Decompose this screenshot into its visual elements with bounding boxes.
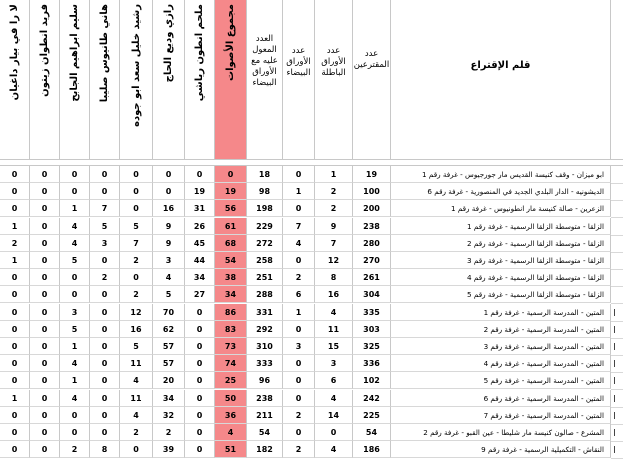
row-marker	[614, 377, 615, 384]
polling-station-cell[interactable]: المتين - المدرسة الرسمية - غرفة رقم 4	[391, 355, 611, 372]
candidate-votes-cell[interactable]: 0	[30, 269, 60, 286]
candidate-votes-cell[interactable]: 11	[120, 355, 153, 372]
candidate-votes-cell[interactable]: 16	[153, 200, 185, 217]
candidate-votes-cell[interactable]: 2	[120, 252, 153, 269]
header-candidate-7[interactable]	[185, 0, 215, 160]
candidate-votes-cell[interactable]: 0	[30, 355, 60, 372]
total-cell[interactable]: 34	[215, 286, 247, 303]
polling-station-cell[interactable]: الزلقا - متوسطة الزلقا الرسمية - غرفة رقم 3	[391, 252, 611, 269]
candidate-votes-cell[interactable]: 8	[90, 441, 120, 458]
header-candidate-2[interactable]	[30, 0, 60, 160]
table-row	[0, 407, 623, 424]
candidate-votes-cell[interactable]: 0	[0, 407, 30, 424]
table-row	[0, 252, 623, 269]
candidate-votes-cell[interactable]: 0	[90, 304, 120, 321]
candidate-votes-cell[interactable]: 0	[30, 321, 60, 338]
row-edge	[611, 355, 623, 373]
row-edge	[611, 338, 623, 356]
candidate-votes-cell[interactable]: 0	[0, 166, 30, 183]
header-counted-with-blank[interactable]	[247, 0, 283, 160]
row-marker	[614, 343, 615, 350]
blank-cell[interactable]: 3	[283, 338, 315, 355]
candidate-votes-cell[interactable]: 0	[0, 183, 30, 200]
candidate-votes-cell[interactable]: 2	[120, 286, 153, 303]
header-blank-ballots[interactable]	[283, 0, 315, 160]
header-label: مجموع الأصوات	[225, 4, 236, 81]
candidate-votes-cell[interactable]: 34	[185, 269, 215, 286]
counted-cell[interactable]: 251	[247, 269, 283, 286]
voters-cell[interactable]: 242	[353, 390, 391, 407]
candidate-votes-cell[interactable]: 7	[120, 235, 153, 252]
counted-cell[interactable]: 238	[247, 390, 283, 407]
counted-cell[interactable]: 310	[247, 338, 283, 355]
candidate-votes-cell[interactable]: 0	[120, 166, 153, 183]
counted-cell[interactable]: 211	[247, 407, 283, 424]
table-row	[0, 321, 623, 338]
voters-cell[interactable]: 335	[353, 304, 391, 321]
candidate-votes-cell[interactable]: 19	[185, 183, 215, 200]
polling-station-cell[interactable]: الديشونيه - الدار البلدي الجديد في المنصورية - غرفة رقم 6	[391, 183, 611, 200]
counted-cell[interactable]: 333	[247, 355, 283, 372]
void-cell[interactable]: 6	[315, 372, 353, 389]
candidate-votes-cell[interactable]: 0	[60, 286, 90, 303]
total-cell[interactable]: 86	[215, 304, 247, 321]
row-edge	[611, 218, 623, 236]
header-label: هاني طانيوس صليبا	[99, 4, 110, 103]
total-cell[interactable]: 73	[215, 338, 247, 355]
candidate-votes-cell[interactable]: 39	[153, 441, 185, 458]
candidate-votes-cell[interactable]: 5	[60, 321, 90, 338]
candidate-votes-cell[interactable]: 12	[120, 304, 153, 321]
blank-cell[interactable]: 0	[283, 200, 315, 217]
candidate-votes-cell[interactable]: 0	[0, 441, 30, 458]
void-cell[interactable]: 16	[315, 286, 353, 303]
candidate-votes-cell[interactable]: 0	[0, 321, 30, 338]
void-cell[interactable]: 8	[315, 269, 353, 286]
candidate-votes-cell[interactable]: 0	[153, 183, 185, 200]
blank-cell[interactable]: 0	[283, 252, 315, 269]
candidate-votes-cell[interactable]: 0	[90, 407, 120, 424]
polling-station-cell[interactable]: المتين - المدرسة الرسمية - غرفة رقم 3	[391, 338, 611, 355]
row-edge	[611, 235, 623, 253]
header-label: رازي وديع الحاج	[163, 4, 174, 83]
blank-cell[interactable]: 0	[283, 355, 315, 372]
candidate-votes-cell[interactable]: 0	[185, 338, 215, 355]
row-marker	[614, 360, 615, 367]
blank-cell[interactable]: 0	[283, 424, 315, 441]
header-label: عدد الأوراق الباطلة	[321, 46, 346, 78]
candidate-votes-cell[interactable]: 0	[0, 269, 30, 286]
total-cell[interactable]: 61	[215, 218, 247, 235]
candidate-votes-cell[interactable]: 0	[185, 321, 215, 338]
polling-station-cell[interactable]: الزلقا - متوسطة الزلقا الرسمية - غرفة رقم 1	[391, 218, 611, 235]
candidate-votes-cell[interactable]: 0	[60, 166, 90, 183]
polling-station-cell[interactable]: المتين - المدرسة الرسمية - غرفة رقم 7	[391, 407, 611, 424]
candidate-votes-cell[interactable]: 0	[0, 372, 30, 389]
candidate-votes-cell[interactable]: 0	[120, 269, 153, 286]
candidate-votes-cell[interactable]: 2	[120, 424, 153, 441]
candidate-votes-cell[interactable]: 44	[185, 252, 215, 269]
candidate-votes-cell[interactable]: 27	[185, 286, 215, 303]
candidate-votes-cell[interactable]: 0	[0, 286, 30, 303]
row-marker	[614, 326, 615, 333]
total-cell[interactable]: 51	[215, 441, 247, 458]
candidate-votes-cell[interactable]: 0	[30, 338, 60, 355]
candidate-votes-cell[interactable]: 0	[30, 166, 60, 183]
candidate-votes-cell[interactable]: 0	[0, 338, 30, 355]
counted-cell[interactable]: 98	[247, 183, 283, 200]
row-edge	[611, 200, 623, 218]
candidate-votes-cell[interactable]: 0	[60, 424, 90, 441]
voters-cell[interactable]: 261	[353, 269, 391, 286]
voters-cell[interactable]: 102	[353, 372, 391, 389]
counted-cell[interactable]: 198	[247, 200, 283, 217]
blank-cell[interactable]: 0	[283, 390, 315, 407]
counted-cell[interactable]: 331	[247, 304, 283, 321]
void-cell[interactable]: 1	[315, 166, 353, 183]
candidate-votes-cell[interactable]: 2	[0, 235, 30, 252]
total-cell[interactable]: 50	[215, 390, 247, 407]
table-row	[0, 390, 623, 407]
total-cell[interactable]: 74	[215, 355, 247, 372]
header-candidate-5[interactable]	[120, 0, 153, 160]
candidate-votes-cell[interactable]: 5	[90, 218, 120, 235]
table-row	[0, 355, 623, 372]
header-label: سليم ابراهيم الجابح	[69, 4, 80, 102]
candidate-votes-cell[interactable]: 2	[153, 424, 185, 441]
void-cell[interactable]: 9	[315, 218, 353, 235]
voters-cell[interactable]: 303	[353, 321, 391, 338]
candidate-votes-cell[interactable]: 3	[60, 304, 90, 321]
counted-cell[interactable]: 288	[247, 286, 283, 303]
candidate-votes-cell[interactable]: 0	[0, 355, 30, 372]
candidate-votes-cell[interactable]: 57	[153, 355, 185, 372]
table-row	[0, 183, 623, 200]
candidate-votes-cell[interactable]: 0	[30, 200, 60, 217]
voters-cell[interactable]: 225	[353, 407, 391, 424]
row-edge	[611, 183, 623, 201]
blank-cell[interactable]: 1	[283, 304, 315, 321]
void-cell[interactable]: 7	[315, 235, 353, 252]
table-row	[0, 235, 623, 252]
row-edge	[611, 407, 623, 425]
candidate-votes-cell[interactable]: 4	[60, 235, 90, 252]
candidate-votes-cell[interactable]: 0	[0, 200, 30, 217]
header-label: رشيد خليل سعد ابو جوده	[130, 4, 142, 127]
candidate-votes-cell[interactable]: 62	[153, 321, 185, 338]
candidate-votes-cell[interactable]: 0	[0, 304, 30, 321]
candidate-votes-cell[interactable]: 0	[185, 304, 215, 321]
voters-cell[interactable]: 325	[353, 338, 391, 355]
candidate-votes-cell[interactable]: 1	[60, 200, 90, 217]
voters-cell[interactable]: 270	[353, 252, 391, 269]
candidate-votes-cell[interactable]: 31	[185, 200, 215, 217]
table-row	[0, 286, 623, 303]
row-marker	[614, 309, 615, 316]
header-label: ملحم انطون رياشي	[194, 4, 205, 102]
candidate-votes-cell[interactable]: 4	[60, 218, 90, 235]
candidate-votes-cell[interactable]: 0	[185, 372, 215, 389]
candidate-votes-cell[interactable]: 11	[120, 390, 153, 407]
polling-station-cell[interactable]: الزلقا - متوسطة الزلقا الرسمية - غرفة رقم 5	[391, 286, 611, 303]
void-cell[interactable]: 4	[315, 390, 353, 407]
void-cell[interactable]: 11	[315, 321, 353, 338]
blank-cell[interactable]: 2	[283, 441, 315, 458]
candidate-votes-cell[interactable]: 70	[153, 304, 185, 321]
candidate-votes-cell[interactable]: 2	[90, 269, 120, 286]
total-cell[interactable]: 56	[215, 200, 247, 217]
header-candidate-3[interactable]	[60, 0, 90, 160]
row-edge	[611, 424, 623, 442]
counted-cell[interactable]: 96	[247, 372, 283, 389]
candidate-votes-cell[interactable]: 0	[30, 183, 60, 200]
candidate-votes-cell[interactable]: 0	[90, 424, 120, 441]
candidate-votes-cell[interactable]: 4	[153, 269, 185, 286]
header-candidate-6[interactable]	[153, 0, 185, 160]
total-cell[interactable]: 25	[215, 372, 247, 389]
row-edge	[611, 304, 623, 322]
candidate-votes-cell[interactable]: 1	[60, 338, 90, 355]
candidate-votes-cell[interactable]: 0	[30, 286, 60, 303]
table-row	[0, 200, 623, 217]
total-cell[interactable]: 54	[215, 252, 247, 269]
candidate-votes-cell[interactable]: 1	[0, 218, 30, 235]
candidate-votes-cell[interactable]: 0	[60, 407, 90, 424]
table-row	[0, 441, 623, 458]
candidate-votes-cell[interactable]: 3	[153, 252, 185, 269]
row-edge	[611, 166, 623, 184]
candidate-votes-cell[interactable]: 0	[90, 372, 120, 389]
candidate-votes-cell[interactable]: 4	[60, 355, 90, 372]
candidate-votes-cell[interactable]: 0	[185, 355, 215, 372]
candidate-votes-cell[interactable]: 0	[30, 390, 60, 407]
voters-cell[interactable]: 336	[353, 355, 391, 372]
candidate-votes-cell[interactable]: 0	[120, 200, 153, 217]
candidate-votes-cell[interactable]: 0	[120, 183, 153, 200]
candidate-votes-cell[interactable]: 4	[120, 407, 153, 424]
header-void-ballots[interactable]	[315, 0, 353, 160]
candidate-votes-cell[interactable]: 2	[60, 441, 90, 458]
total-cell[interactable]: 38	[215, 269, 247, 286]
void-cell[interactable]: 0	[315, 424, 353, 441]
header-label: لا را في بيار داغيان	[9, 4, 20, 101]
row-marker	[614, 446, 615, 453]
candidate-votes-cell[interactable]: 0	[90, 183, 120, 200]
candidate-votes-cell[interactable]: 0	[90, 355, 120, 372]
voters-cell[interactable]: 200	[353, 200, 391, 217]
header-candidate-1[interactable]	[0, 0, 30, 160]
header-label: عدد الأوراق البيضاء	[286, 46, 311, 78]
candidate-votes-cell[interactable]: 0	[30, 424, 60, 441]
candidate-votes-cell[interactable]: 32	[153, 407, 185, 424]
counted-cell[interactable]: 292	[247, 321, 283, 338]
candidate-votes-cell[interactable]: 0	[30, 235, 60, 252]
void-cell[interactable]: 2	[315, 200, 353, 217]
polling-station-cell[interactable]: ابو ميزان - وقف كنيسة القديس مار جورجيوس - غرفة رقم 1	[391, 166, 611, 183]
candidate-votes-cell[interactable]: 0	[90, 166, 120, 183]
blank-cell[interactable]: 0	[283, 372, 315, 389]
candidate-votes-cell[interactable]: 0	[30, 218, 60, 235]
candidate-votes-cell[interactable]: 7	[90, 200, 120, 217]
counted-cell[interactable]: 18	[247, 166, 283, 183]
row-marker	[614, 412, 615, 419]
blank-cell[interactable]: 0	[283, 166, 315, 183]
candidate-votes-cell[interactable]: 0	[90, 321, 120, 338]
row-edge	[611, 372, 623, 390]
voters-cell[interactable]: 304	[353, 286, 391, 303]
candidate-votes-cell[interactable]: 1	[0, 390, 30, 407]
polling-station-cell[interactable]: المتين - المدرسة الرسمية - غرفة رقم 1	[391, 304, 611, 321]
header-edge	[611, 0, 623, 160]
candidate-votes-cell[interactable]: 5	[153, 286, 185, 303]
row-edge	[611, 269, 623, 287]
candidate-votes-cell[interactable]: 0	[90, 286, 120, 303]
voters-cell[interactable]: 100	[353, 183, 391, 200]
table-row	[0, 269, 623, 286]
polling-station-cell[interactable]: الزلقا - متوسطة الزلقا الرسمية - غرفة رقم 2	[391, 235, 611, 252]
blank-cell[interactable]: 1	[283, 183, 315, 200]
voters-cell[interactable]: 186	[353, 441, 391, 458]
candidate-votes-cell[interactable]: 1	[0, 252, 30, 269]
header-label: قلم الإقتراع	[470, 60, 531, 71]
table-row	[0, 338, 623, 355]
void-cell[interactable]: 12	[315, 252, 353, 269]
voters-cell[interactable]: 54	[353, 424, 391, 441]
candidate-votes-cell[interactable]: 0	[30, 441, 60, 458]
voters-cell[interactable]: 19	[353, 166, 391, 183]
candidate-votes-cell[interactable]: 0	[30, 407, 60, 424]
candidate-votes-cell[interactable]: 0	[60, 183, 90, 200]
header-voters[interactable]	[353, 0, 391, 160]
blank-cell[interactable]: 0	[283, 321, 315, 338]
row-edge	[611, 390, 623, 408]
row-marker	[614, 395, 615, 402]
total-cell[interactable]: 19	[215, 183, 247, 200]
blank-cell[interactable]: 2	[283, 407, 315, 424]
header-candidate-4[interactable]	[90, 0, 120, 160]
candidate-votes-cell[interactable]: 9	[153, 218, 185, 235]
row-edge	[611, 286, 623, 304]
candidate-votes-cell[interactable]: 0	[30, 252, 60, 269]
blank-cell[interactable]: 7	[283, 218, 315, 235]
candidate-votes-cell[interactable]: 5	[120, 218, 153, 235]
candidate-votes-cell[interactable]: 5	[60, 252, 90, 269]
candidate-votes-cell[interactable]: 0	[0, 424, 30, 441]
blank-cell[interactable]: 2	[283, 269, 315, 286]
void-cell[interactable]: 4	[315, 441, 353, 458]
header-label: عدد المقترعين	[353, 49, 390, 70]
polling-station-cell[interactable]: الزعرين - صالة كنيسة مار انطونيوس - غرفة رقم 1	[391, 200, 611, 217]
blank-cell[interactable]: 6	[283, 286, 315, 303]
table-row	[0, 372, 623, 389]
void-cell[interactable]: 4	[315, 304, 353, 321]
candidate-votes-cell[interactable]: 0	[90, 390, 120, 407]
table-row	[0, 218, 623, 235]
candidate-votes-cell[interactable]: 1	[60, 372, 90, 389]
counted-cell[interactable]: 272	[247, 235, 283, 252]
candidate-votes-cell[interactable]: 4	[60, 390, 90, 407]
candidate-votes-cell[interactable]: 0	[153, 166, 185, 183]
candidate-votes-cell[interactable]: 5	[120, 338, 153, 355]
candidate-votes-cell[interactable]: 34	[153, 390, 185, 407]
row-marker	[614, 429, 615, 436]
polling-station-cell[interactable]: المشرع - صالون كنيسة مار شليطا - عين القبو - غرفة رقم 2	[391, 424, 611, 441]
candidate-votes-cell[interactable]: 0	[90, 252, 120, 269]
void-cell[interactable]: 15	[315, 338, 353, 355]
table-row	[0, 166, 623, 183]
candidate-votes-cell[interactable]: 0	[30, 372, 60, 389]
total-cell[interactable]: 83	[215, 321, 247, 338]
candidate-votes-cell[interactable]: 0	[90, 338, 120, 355]
candidate-votes-cell[interactable]: 9	[153, 235, 185, 252]
table-row	[0, 304, 623, 321]
header-label: فريد انطوان زيتون	[39, 4, 50, 97]
counted-cell[interactable]: 182	[247, 441, 283, 458]
candidate-votes-cell[interactable]: 0	[30, 304, 60, 321]
void-cell[interactable]: 14	[315, 407, 353, 424]
candidate-votes-cell[interactable]: 3	[90, 235, 120, 252]
candidate-votes-cell[interactable]: 0	[60, 269, 90, 286]
candidate-votes-cell[interactable]: 20	[153, 372, 185, 389]
polling-station-cell[interactable]: المتين - المدرسة الرسمية - غرفة رقم 6	[391, 390, 611, 407]
blank-cell[interactable]: 4	[283, 235, 315, 252]
polling-station-cell[interactable]: النقاش - التكميلية الرسمية - غرفة رقم 9	[391, 441, 611, 458]
candidate-votes-cell[interactable]: 0	[185, 441, 215, 458]
header-label: العدد المعول عليه مع الأوراق البيضاء	[251, 34, 278, 88]
row-edge	[611, 252, 623, 270]
candidate-votes-cell[interactable]: 0	[185, 166, 215, 183]
counted-cell[interactable]: 258	[247, 252, 283, 269]
header-total-votes[interactable]	[215, 0, 247, 160]
total-cell[interactable]: 0	[215, 166, 247, 183]
total-cell[interactable]: 4	[215, 424, 247, 441]
polling-station-cell[interactable]: الزلقا - متوسطة الزلقا الرسمية - غرفة رقم 4	[391, 269, 611, 286]
candidate-votes-cell[interactable]: 0	[185, 390, 215, 407]
polling-station-cell[interactable]: المتين - المدرسة الرسمية - غرفة رقم 2	[391, 321, 611, 338]
candidate-votes-cell[interactable]: 4	[120, 372, 153, 389]
candidate-votes-cell[interactable]: 0	[185, 424, 215, 441]
voters-cell[interactable]: 238	[353, 218, 391, 235]
row-edge	[611, 321, 623, 339]
void-cell[interactable]: 2	[315, 183, 353, 200]
candidate-votes-cell[interactable]: 0	[185, 407, 215, 424]
candidate-votes-cell[interactable]: 26	[185, 218, 215, 235]
row-edge	[611, 441, 623, 459]
candidate-votes-cell[interactable]: 45	[185, 235, 215, 252]
candidate-votes-cell[interactable]: 57	[153, 338, 185, 355]
total-cell[interactable]: 68	[215, 235, 247, 252]
table-row	[0, 424, 623, 441]
candidate-votes-cell[interactable]: 16	[120, 321, 153, 338]
voters-cell[interactable]: 280	[353, 235, 391, 252]
header-polling-station[interactable]	[391, 0, 611, 160]
counted-cell[interactable]: 229	[247, 218, 283, 235]
void-cell[interactable]: 3	[315, 355, 353, 372]
polling-station-cell[interactable]: المتين - المدرسة الرسمية - غرفة رقم 5	[391, 372, 611, 389]
counted-cell[interactable]: 54	[247, 424, 283, 441]
total-cell[interactable]: 36	[215, 407, 247, 424]
candidate-votes-cell[interactable]: 0	[120, 441, 153, 458]
